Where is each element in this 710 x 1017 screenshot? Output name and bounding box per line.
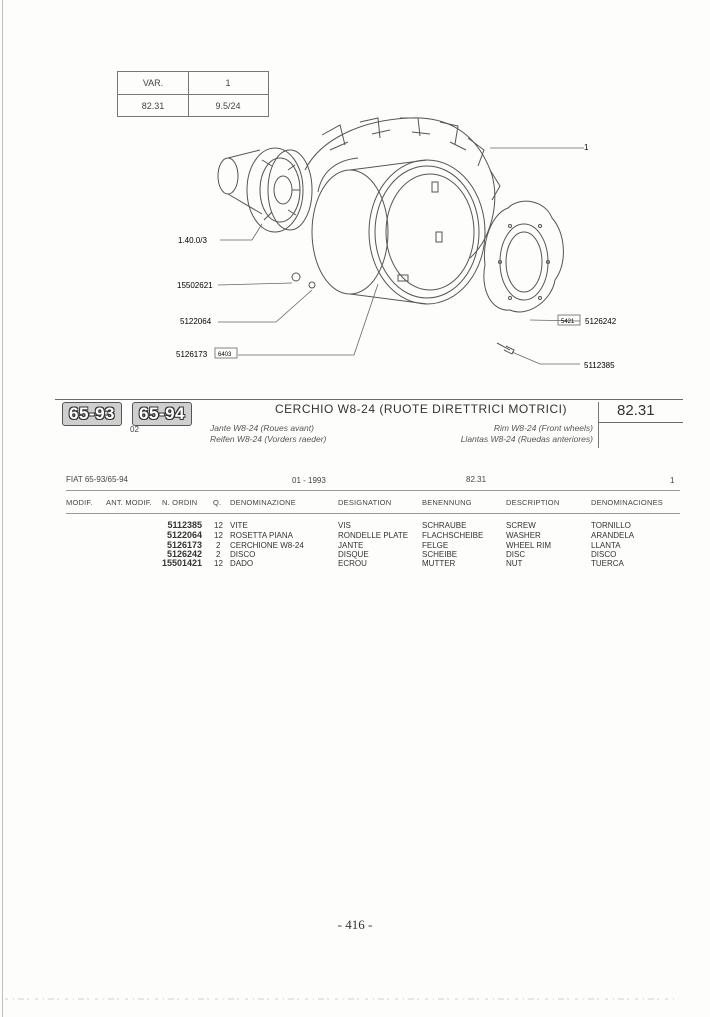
part-name-en: NUT [506,559,523,568]
part-name-es: TUERCA [591,559,624,568]
part-name-it: ROSETTA PIANA [230,531,293,540]
disc-drawing [484,201,564,312]
variant-header-num: 1 [225,78,231,88]
col-description: DESCRIPTION [506,498,560,507]
page-title: CERCHIO W8-24 (RUOTE DIRETTRICI MOTRICI) [275,402,567,416]
header-top-rule [55,399,683,400]
tyre-drawing [305,118,500,258]
callout-5122064: 5122064 [180,317,212,326]
col-designation: DESIGNATION [338,498,392,507]
part-name-it: DISCO [230,550,256,559]
part-name-es: ARANDELA [591,531,635,540]
col-modif: MODIF. [66,498,93,507]
part-name-de: FLACHSCHEIBE [422,531,484,540]
part-name-es: DISCO [591,550,617,559]
subtitle-fr: Jante W8-24 (Roues avant) [210,423,314,433]
part-name-fr: RONDELLE PLATE [338,531,409,540]
code-underline [598,422,683,423]
part-code: 5112385 [167,520,202,530]
part-name-fr: VIS [338,521,351,530]
model-badge-1: 65-93 [62,402,122,426]
header-divider [598,402,599,448]
callout-hub: 1.40.0/3 [178,236,207,245]
part-name-de: SCHRAUBE [422,521,467,530]
part-name-es: TORNILLO [591,521,631,530]
callout-5112385: 5112385 [584,361,615,370]
part-qty: 12 [214,531,223,540]
subtitle-es: Llantas W8-24 (Ruedas anteriores) [460,434,593,444]
col-denominazione: DENOMINAZIONE [230,498,296,507]
callout-5126242: 5126242 [585,317,617,326]
part-name-en: DISC [506,550,526,559]
part-name-it: VITE [230,521,248,530]
part-qty: 2 [216,541,221,550]
group-number: 02 [130,425,139,434]
part-name-fr: DISQUE [338,550,369,559]
part-name-en: SCREW [506,521,536,530]
subtitle-de: Reifen W8-24 (Vorders raeder) [210,434,327,444]
col-denominaciones: DENOMINACIONES [591,498,663,507]
callout-15502621: 15502621 [177,281,213,290]
hub-drawing [218,148,312,232]
part-code: 15501421 [161,558,202,568]
callout-1: 1 [584,143,589,152]
part-name-de: MUTTER [422,559,456,568]
table-header-rule [66,513,680,514]
col-n-ordin: N. ORDIN [162,498,198,507]
part-name-es: LLANTA [591,541,621,550]
col-benennung: BENENNUNG [422,498,472,507]
col-qty: Q. [213,498,222,507]
part-name-it: CERCHIONE W8-24 [230,541,304,550]
part-name-fr: ECROU [338,559,367,568]
rim-drawing [312,160,485,304]
callout-box-6403: 6403 [218,352,232,358]
variant-code: 82.31 [118,95,189,117]
meta-date: 01 - 1993 [292,476,326,485]
washer-drawing [309,282,315,288]
bolt-drawing [497,343,514,354]
part-qty: 12 [214,559,223,568]
section-code: 82.31 [617,402,655,419]
part-name-de: FELGE [422,541,449,550]
meta-code: 82.31 [466,475,487,484]
part-code: 5122064 [166,530,202,540]
part-code: 5126173 [166,540,202,550]
model-badge-2: 65-94 [132,402,192,426]
part-name-fr: JANTE [338,541,364,550]
scan-noise-line [5,997,675,1001]
page-number: - 416 - [337,917,373,932]
meta-page: 1 [670,476,675,485]
nut-drawing [292,273,300,281]
meta-rule [66,490,680,491]
part-name-de: SCHEIBE [422,550,458,559]
callout-5126173: 5126173 [176,350,208,359]
col-ant-modif: ANT. MODIF. [106,498,152,507]
part-name-en: WHEEL RIM [506,541,552,550]
part-name-en: WASHER [506,531,541,540]
subtitle-en: Rim W8-24 (Front wheels) [493,423,593,433]
meta-model: FIAT 65-93/65-94 [66,475,128,484]
part-qty: 12 [214,521,223,530]
part-qty: 2 [216,550,221,559]
part-code: 5126242 [166,549,202,559]
variant-header-var: VAR. [118,72,189,94]
variant-size: 9.5/24 [215,101,241,111]
callout-box-5421: 5421 [561,319,575,325]
part-name-it: DADO [230,559,254,568]
parts-table [0,521,710,571]
exploded-drawing [0,0,710,390]
